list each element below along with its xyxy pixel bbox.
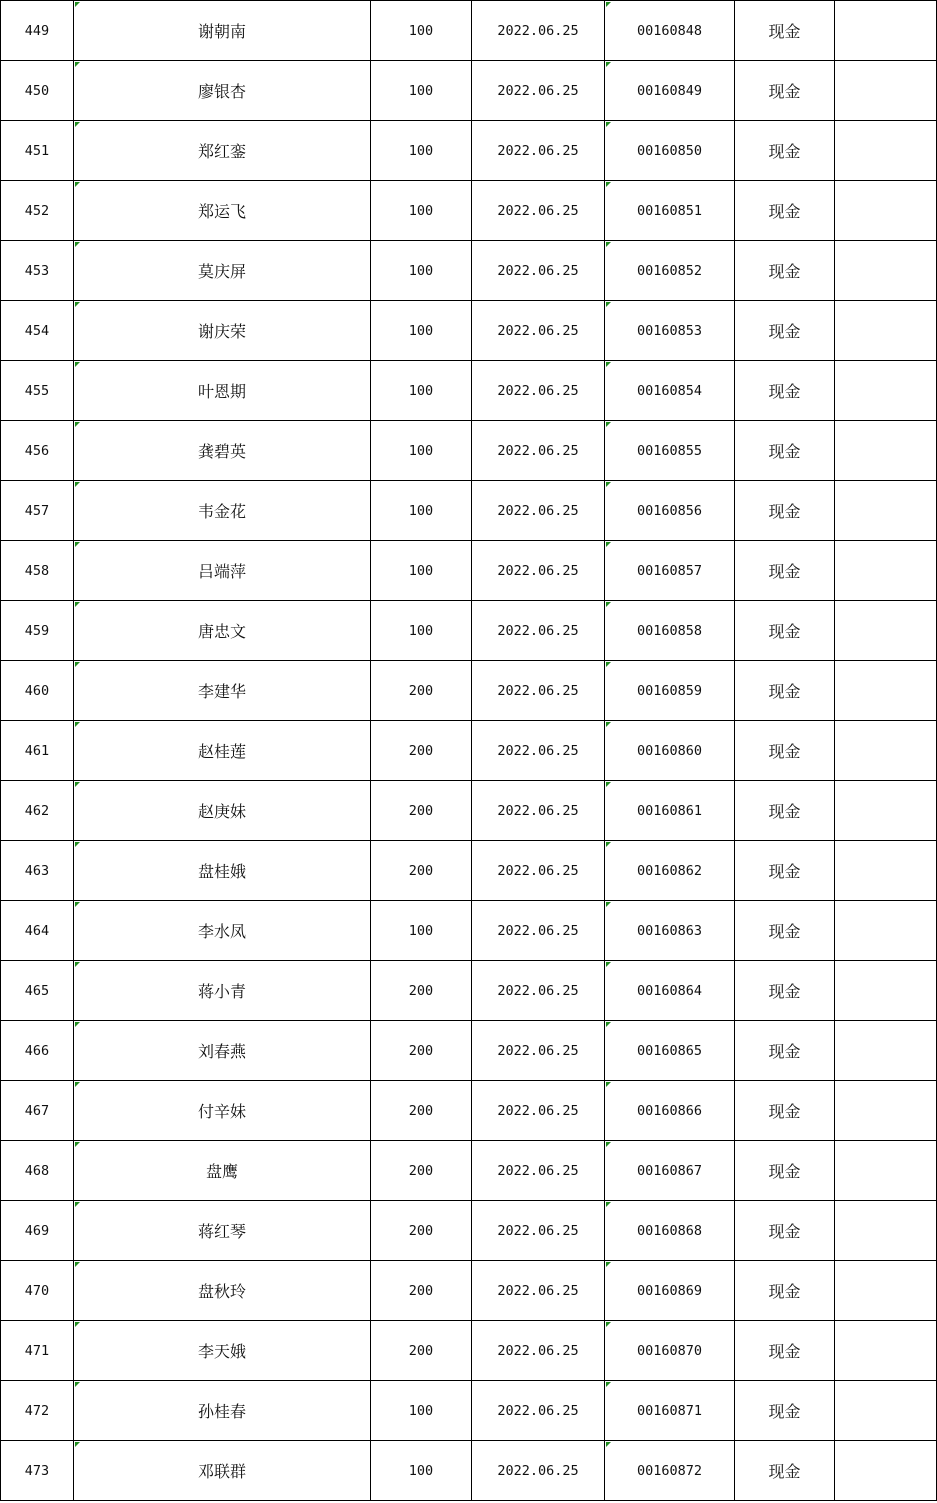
note-cell [835,961,937,1021]
amount-cell: 100 [371,1441,472,1501]
date-cell: 2022.06.25 [472,241,605,301]
cell-marker-icon [75,722,80,727]
date-cell: 2022.06.25 [472,601,605,661]
payment-method-cell: 现金 [735,1261,835,1321]
cell-marker-icon [75,1442,80,1447]
table-row [1,1381,937,1441]
row-number-cell: 465 [1,961,74,1021]
receipt-number-cell: 00160851 [605,181,735,241]
note-cell [835,241,937,301]
date-cell: 2022.06.25 [472,181,605,241]
cell-marker-icon [606,1382,611,1387]
table-row [1,841,937,901]
date-cell: 2022.06.25 [472,1321,605,1381]
cell-marker-icon [75,842,80,847]
name-cell: 李水凤 [74,901,371,961]
row-number-cell: 466 [1,1021,74,1081]
name-cell: 付辛妹 [74,1081,371,1141]
amount-cell: 200 [371,1021,472,1081]
cell-marker-icon [606,122,611,127]
note-cell [835,1081,937,1141]
table-row [1,1201,937,1261]
name-cell: 龚碧英 [74,421,371,481]
cell-marker-icon [606,722,611,727]
note-cell [835,1201,937,1261]
table-row [1,181,937,241]
date-cell: 2022.06.25 [472,61,605,121]
row-number-cell: 468 [1,1141,74,1201]
date-cell: 2022.06.25 [472,661,605,721]
table-row [1,1081,937,1141]
date-cell: 2022.06.25 [472,1,605,61]
date-cell: 2022.06.25 [472,781,605,841]
row-number-cell: 453 [1,241,74,301]
row-number-cell: 470 [1,1261,74,1321]
cell-marker-icon [75,62,80,67]
amount-cell: 200 [371,1201,472,1261]
cell-marker-icon [75,602,80,607]
date-cell: 2022.06.25 [472,1021,605,1081]
note-cell [835,301,937,361]
payment-method-cell: 现金 [735,361,835,421]
cell-marker-icon [75,902,80,907]
amount-cell: 100 [371,601,472,661]
receipt-number-cell: 00160863 [605,901,735,961]
payment-method-cell: 现金 [735,901,835,961]
amount-cell: 100 [371,1,472,61]
amount-cell: 100 [371,301,472,361]
cell-marker-icon [75,1082,80,1087]
name-cell: 唐忠文 [74,601,371,661]
payment-method-cell: 现金 [735,1021,835,1081]
table-row [1,121,937,181]
cell-marker-icon [75,662,80,667]
note-cell [835,421,937,481]
receipt-number-cell: 00160857 [605,541,735,601]
date-cell: 2022.06.25 [472,1381,605,1441]
payment-method-cell: 现金 [735,661,835,721]
amount-cell: 100 [371,181,472,241]
table-row [1,61,937,121]
payment-method-cell: 现金 [735,961,835,1021]
amount-cell: 100 [371,241,472,301]
receipt-number-cell: 00160869 [605,1261,735,1321]
payment-method-cell: 现金 [735,841,835,901]
payment-method-cell: 现金 [735,781,835,841]
cell-marker-icon [606,1442,611,1447]
receipt-number-cell: 00160871 [605,1381,735,1441]
payment-method-cell: 现金 [735,241,835,301]
name-cell: 蒋红琴 [74,1201,371,1261]
amount-cell: 200 [371,661,472,721]
name-cell: 赵桂莲 [74,721,371,781]
cell-marker-icon [606,302,611,307]
date-cell: 2022.06.25 [472,1141,605,1201]
note-cell [835,901,937,961]
amount-cell: 100 [371,481,472,541]
receipt-number-cell: 00160856 [605,481,735,541]
table-row [1,1021,937,1081]
name-cell: 盘鹰 [74,1141,371,1201]
payment-method-cell: 现金 [735,1201,835,1261]
date-cell: 2022.06.25 [472,901,605,961]
table-row [1,1441,937,1501]
table-row [1,661,937,721]
cell-marker-icon [606,362,611,367]
date-cell: 2022.06.25 [472,1261,605,1321]
receipt-number-cell: 00160848 [605,1,735,61]
row-number-cell: 457 [1,481,74,541]
receipt-number-cell: 00160855 [605,421,735,481]
amount-cell: 100 [371,1381,472,1441]
amount-cell: 200 [371,1141,472,1201]
note-cell [835,1381,937,1441]
payment-method-cell: 现金 [735,1,835,61]
name-cell: 叶恩期 [74,361,371,421]
table-row [1,901,937,961]
payment-method-cell: 现金 [735,481,835,541]
name-cell: 邓联群 [74,1441,371,1501]
cell-marker-icon [75,422,80,427]
receipt-number-cell: 00160854 [605,361,735,421]
note-cell [835,1141,937,1201]
cell-marker-icon [606,1262,611,1267]
date-cell: 2022.06.25 [472,301,605,361]
table-row [1,1261,937,1321]
payment-method-cell: 现金 [735,1441,835,1501]
cell-marker-icon [75,1262,80,1267]
cell-marker-icon [606,602,611,607]
table-row [1,721,937,781]
row-number-cell: 458 [1,541,74,601]
cell-marker-icon [75,782,80,787]
note-cell [835,841,937,901]
date-cell: 2022.06.25 [472,361,605,421]
name-cell: 赵庚妹 [74,781,371,841]
cell-marker-icon [606,1202,611,1207]
cell-marker-icon [606,1142,611,1147]
amount-cell: 100 [371,421,472,481]
cell-marker-icon [606,662,611,667]
payment-method-cell: 现金 [735,541,835,601]
date-cell: 2022.06.25 [472,121,605,181]
note-cell [835,121,937,181]
row-number-cell: 451 [1,121,74,181]
note-cell [835,1021,937,1081]
cell-marker-icon [75,542,80,547]
note-cell [835,1261,937,1321]
row-number-cell: 464 [1,901,74,961]
amount-cell: 200 [371,721,472,781]
note-cell [835,781,937,841]
date-cell: 2022.06.25 [472,481,605,541]
cell-marker-icon [606,1322,611,1327]
table-row [1,421,937,481]
name-cell: 莫庆屏 [74,241,371,301]
date-cell: 2022.06.25 [472,1441,605,1501]
cell-marker-icon [606,902,611,907]
payment-method-cell: 现金 [735,601,835,661]
table-body [1,1,937,1501]
note-cell [835,181,937,241]
date-cell: 2022.06.25 [472,421,605,481]
receipt-number-cell: 00160858 [605,601,735,661]
date-cell: 2022.06.25 [472,1201,605,1261]
row-number-cell: 455 [1,361,74,421]
note-cell [835,1441,937,1501]
receipt-number-cell: 00160853 [605,301,735,361]
row-number-cell: 469 [1,1201,74,1261]
receipt-number-cell: 00160866 [605,1081,735,1141]
amount-cell: 200 [371,781,472,841]
receipt-number-cell: 00160865 [605,1021,735,1081]
name-cell: 蒋小青 [74,961,371,1021]
cell-marker-icon [75,182,80,187]
amount-cell: 200 [371,841,472,901]
payment-method-cell: 现金 [735,61,835,121]
cell-marker-icon [75,242,80,247]
receipt-number-cell: 00160870 [605,1321,735,1381]
cell-marker-icon [75,2,80,7]
name-cell: 郑红銮 [74,121,371,181]
date-cell: 2022.06.25 [472,961,605,1021]
payment-method-cell: 现金 [735,1141,835,1201]
payment-method-cell: 现金 [735,301,835,361]
row-number-cell: 473 [1,1441,74,1501]
receipt-number-cell: 00160852 [605,241,735,301]
table-row [1,961,937,1021]
amount-cell: 200 [371,1261,472,1321]
name-cell: 孙桂春 [74,1381,371,1441]
row-number-cell: 456 [1,421,74,481]
note-cell [835,1,937,61]
cell-marker-icon [75,1142,80,1147]
name-cell: 李建华 [74,661,371,721]
row-number-cell: 450 [1,61,74,121]
cell-marker-icon [75,302,80,307]
row-number-cell: 461 [1,721,74,781]
cell-marker-icon [75,1202,80,1207]
row-number-cell: 471 [1,1321,74,1381]
note-cell [835,721,937,781]
note-cell [835,61,937,121]
table-row [1,781,937,841]
row-number-cell: 449 [1,1,74,61]
name-cell: 吕端萍 [74,541,371,601]
cell-marker-icon [75,962,80,967]
cell-marker-icon [75,1382,80,1387]
table-row [1,361,937,421]
table-row [1,541,937,601]
row-number-cell: 460 [1,661,74,721]
table-row [1,1321,937,1381]
receipt-number-cell: 00160862 [605,841,735,901]
name-cell: 谢朝南 [74,1,371,61]
payment-method-cell: 现金 [735,1381,835,1441]
payment-method-cell: 现金 [735,1081,835,1141]
payment-method-cell: 现金 [735,121,835,181]
table-row [1,601,937,661]
amount-cell: 100 [371,541,472,601]
cell-marker-icon [75,1322,80,1327]
receipt-number-cell: 00160872 [605,1441,735,1501]
payment-method-cell: 现金 [735,1321,835,1381]
name-cell: 李天娥 [74,1321,371,1381]
cell-marker-icon [606,962,611,967]
receipt-number-cell: 00160867 [605,1141,735,1201]
row-number-cell: 454 [1,301,74,361]
table-row [1,1,937,61]
amount-cell: 100 [371,901,472,961]
cell-marker-icon [75,362,80,367]
cell-marker-icon [606,842,611,847]
name-cell: 韦金花 [74,481,371,541]
table-row [1,241,937,301]
cell-marker-icon [606,182,611,187]
amount-cell: 100 [371,61,472,121]
receipt-number-cell: 00160861 [605,781,735,841]
row-number-cell: 472 [1,1381,74,1441]
row-number-cell: 459 [1,601,74,661]
table-row [1,1141,937,1201]
cell-marker-icon [75,1022,80,1027]
note-cell [835,1321,937,1381]
payment-method-cell: 现金 [735,181,835,241]
amount-cell: 200 [371,1321,472,1381]
cell-marker-icon [606,242,611,247]
row-number-cell: 467 [1,1081,74,1141]
note-cell [835,541,937,601]
cell-marker-icon [75,122,80,127]
row-number-cell: 452 [1,181,74,241]
date-cell: 2022.06.25 [472,541,605,601]
payment-method-cell: 现金 [735,721,835,781]
name-cell: 谢庆荣 [74,301,371,361]
note-cell [835,481,937,541]
receipt-number-cell: 00160849 [605,61,735,121]
payment-method-cell: 现金 [735,421,835,481]
cell-marker-icon [606,1022,611,1027]
cell-marker-icon [606,542,611,547]
amount-cell: 200 [371,961,472,1021]
cell-marker-icon [606,482,611,487]
note-cell [835,361,937,421]
name-cell: 盘秋玲 [74,1261,371,1321]
cell-marker-icon [606,782,611,787]
table-row [1,301,937,361]
name-cell: 盘桂娥 [74,841,371,901]
cell-marker-icon [606,1082,611,1087]
date-cell: 2022.06.25 [472,841,605,901]
receipt-number-cell: 00160850 [605,121,735,181]
table-row [1,481,937,541]
amount-cell: 100 [371,121,472,181]
name-cell: 刘春燕 [74,1021,371,1081]
note-cell [835,661,937,721]
cell-marker-icon [606,2,611,7]
receipt-number-cell: 00160868 [605,1201,735,1261]
receipt-number-cell: 00160860 [605,721,735,781]
amount-cell: 100 [371,361,472,421]
cell-marker-icon [606,422,611,427]
name-cell: 郑运飞 [74,181,371,241]
date-cell: 2022.06.25 [472,1081,605,1141]
name-cell: 廖银杏 [74,61,371,121]
receipt-number-cell: 00160864 [605,961,735,1021]
row-number-cell: 462 [1,781,74,841]
amount-cell: 200 [371,1081,472,1141]
cell-marker-icon [75,482,80,487]
receipt-number-cell: 00160859 [605,661,735,721]
row-number-cell: 463 [1,841,74,901]
date-cell: 2022.06.25 [472,721,605,781]
note-cell [835,601,937,661]
cell-marker-icon [606,62,611,67]
